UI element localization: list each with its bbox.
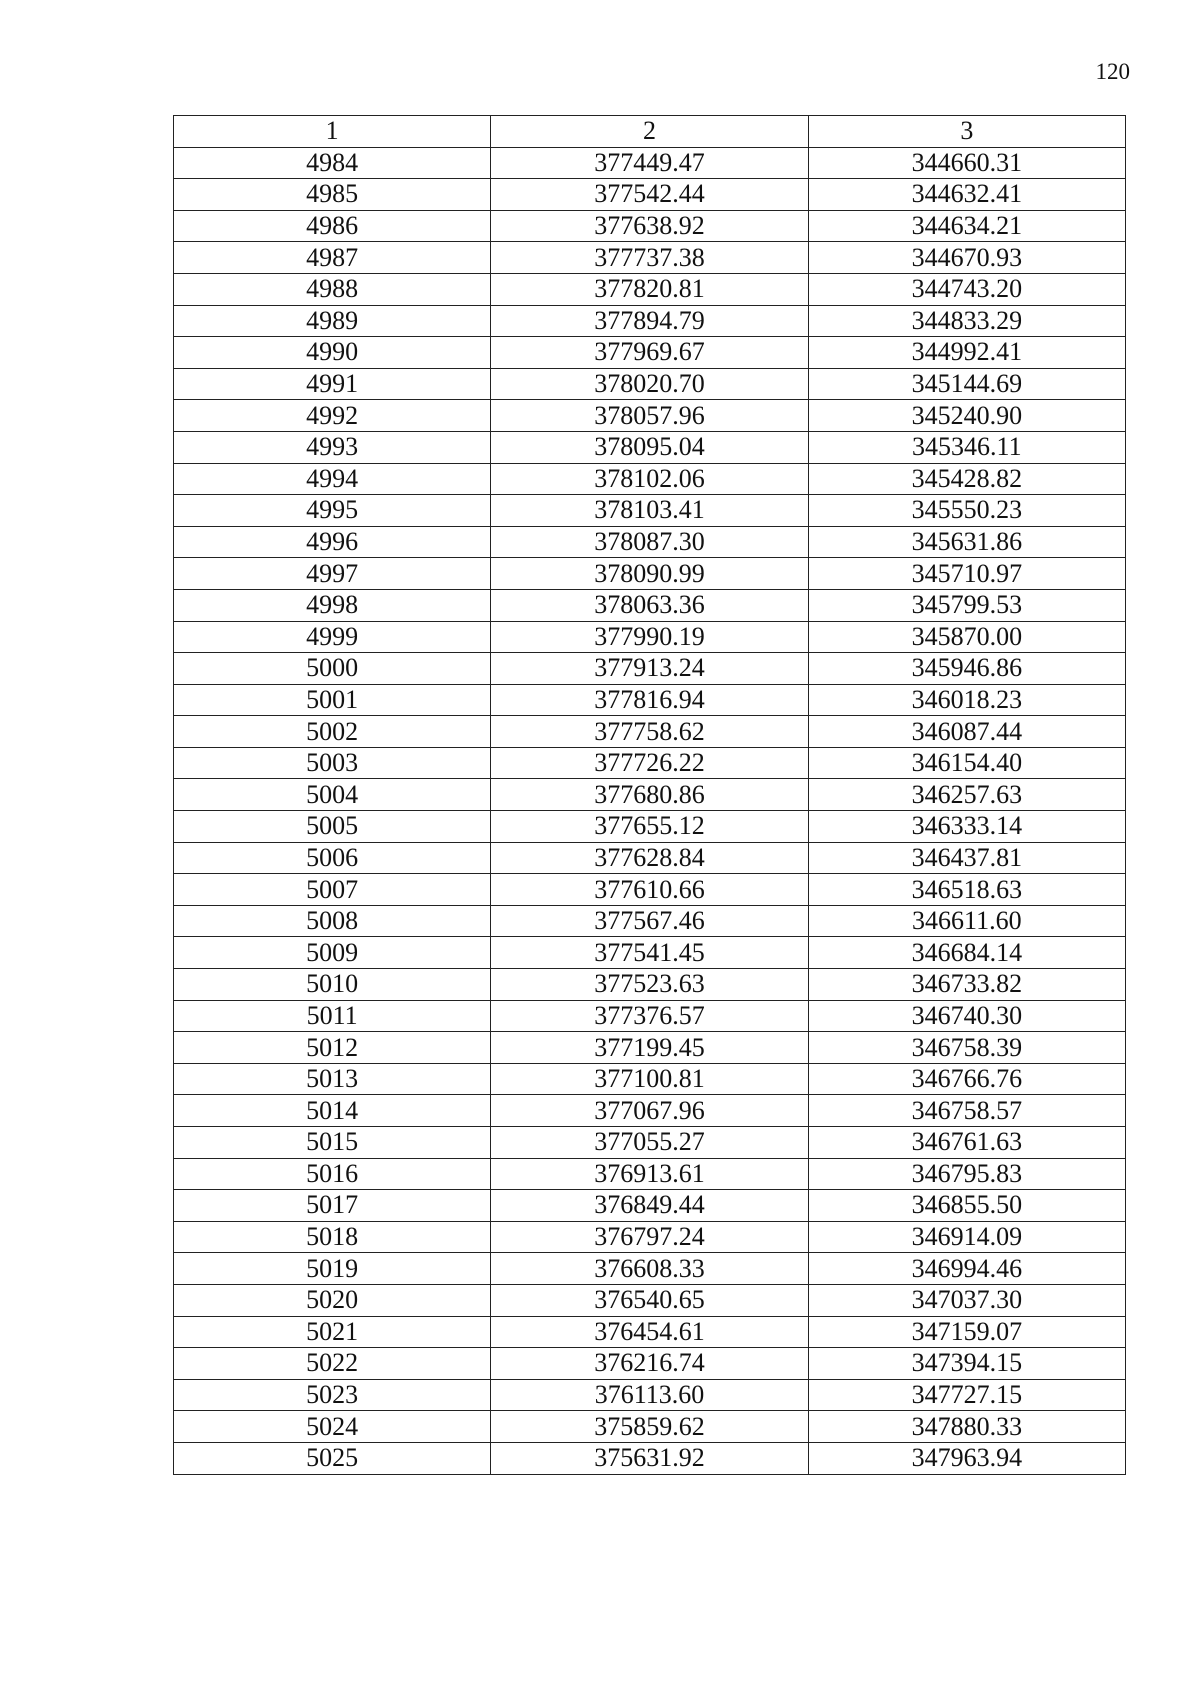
x-coordinate-cell: 377816.94 bbox=[491, 684, 808, 716]
y-coordinate-cell: 346087.44 bbox=[808, 716, 1125, 748]
x-coordinate-cell: 377894.79 bbox=[491, 305, 808, 337]
table-row bbox=[174, 1379, 1126, 1411]
point-number-cell: 5013 bbox=[174, 1063, 491, 1095]
x-coordinate-cell: 378057.96 bbox=[491, 400, 808, 432]
point-number-cell: 5001 bbox=[174, 684, 491, 716]
point-number-cell: 5002 bbox=[174, 716, 491, 748]
y-coordinate-cell: 346018.23 bbox=[808, 684, 1125, 716]
table-row bbox=[174, 1127, 1126, 1159]
point-number-cell: 5012 bbox=[174, 1032, 491, 1064]
header-row bbox=[174, 116, 1126, 148]
y-coordinate-cell: 345870.00 bbox=[808, 621, 1125, 653]
x-coordinate-cell: 377913.24 bbox=[491, 653, 808, 685]
point-number-cell: 5020 bbox=[174, 1284, 491, 1316]
table-row bbox=[174, 1158, 1126, 1190]
column-header-1: 1 bbox=[174, 116, 491, 148]
point-number-cell: 4992 bbox=[174, 400, 491, 432]
table-row bbox=[174, 1032, 1126, 1064]
table-row bbox=[174, 179, 1126, 211]
table-row bbox=[174, 1221, 1126, 1253]
point-number-cell: 4988 bbox=[174, 273, 491, 305]
x-coordinate-cell: 377199.45 bbox=[491, 1032, 808, 1064]
x-coordinate-cell: 378020.70 bbox=[491, 368, 808, 400]
table-row bbox=[174, 621, 1126, 653]
x-coordinate-cell: 377100.81 bbox=[491, 1063, 808, 1095]
x-coordinate-cell: 376797.24 bbox=[491, 1221, 808, 1253]
point-number-cell: 5023 bbox=[174, 1379, 491, 1411]
x-coordinate-cell: 377655.12 bbox=[491, 811, 808, 843]
table-row bbox=[174, 937, 1126, 969]
x-coordinate-cell: 378090.99 bbox=[491, 558, 808, 590]
y-coordinate-cell: 346761.63 bbox=[808, 1127, 1125, 1159]
y-coordinate-cell: 346740.30 bbox=[808, 1000, 1125, 1032]
point-number-cell: 5004 bbox=[174, 779, 491, 811]
table-row bbox=[174, 716, 1126, 748]
x-coordinate-cell: 378102.06 bbox=[491, 463, 808, 495]
point-number-cell: 4985 bbox=[174, 179, 491, 211]
y-coordinate-cell: 347880.33 bbox=[808, 1411, 1125, 1443]
table-row bbox=[174, 969, 1126, 1001]
table-row bbox=[174, 1442, 1126, 1474]
y-coordinate-cell: 344743.20 bbox=[808, 273, 1125, 305]
point-number-cell: 5014 bbox=[174, 1095, 491, 1127]
y-coordinate-cell: 344632.41 bbox=[808, 179, 1125, 211]
table-row bbox=[174, 147, 1126, 179]
x-coordinate-cell: 377449.47 bbox=[491, 147, 808, 179]
y-coordinate-cell: 345710.97 bbox=[808, 558, 1125, 590]
point-number-cell: 5016 bbox=[174, 1158, 491, 1190]
y-coordinate-cell: 344660.31 bbox=[808, 147, 1125, 179]
table-body bbox=[174, 147, 1126, 1474]
y-coordinate-cell: 345631.86 bbox=[808, 526, 1125, 558]
table-row bbox=[174, 1190, 1126, 1222]
x-coordinate-cell: 377067.96 bbox=[491, 1095, 808, 1127]
y-coordinate-cell: 345346.11 bbox=[808, 431, 1125, 463]
x-coordinate-cell: 378103.41 bbox=[491, 495, 808, 527]
point-number-cell: 5008 bbox=[174, 905, 491, 937]
x-coordinate-cell: 377567.46 bbox=[491, 905, 808, 937]
y-coordinate-cell: 344670.93 bbox=[808, 242, 1125, 274]
point-number-cell: 5009 bbox=[174, 937, 491, 969]
table-row bbox=[174, 779, 1126, 811]
y-coordinate-cell: 346733.82 bbox=[808, 969, 1125, 1001]
table-row bbox=[174, 1284, 1126, 1316]
point-number-cell: 5024 bbox=[174, 1411, 491, 1443]
point-number-cell: 4999 bbox=[174, 621, 491, 653]
point-number-cell: 5018 bbox=[174, 1221, 491, 1253]
x-coordinate-cell: 375859.62 bbox=[491, 1411, 808, 1443]
x-coordinate-cell: 377990.19 bbox=[491, 621, 808, 653]
y-coordinate-cell: 345144.69 bbox=[808, 368, 1125, 400]
point-number-cell: 5010 bbox=[174, 969, 491, 1001]
point-number-cell: 4991 bbox=[174, 368, 491, 400]
y-coordinate-cell: 346766.76 bbox=[808, 1063, 1125, 1095]
table-row bbox=[174, 273, 1126, 305]
x-coordinate-cell: 377680.86 bbox=[491, 779, 808, 811]
y-coordinate-cell: 347727.15 bbox=[808, 1379, 1125, 1411]
point-number-cell: 5015 bbox=[174, 1127, 491, 1159]
x-coordinate-cell: 376540.65 bbox=[491, 1284, 808, 1316]
y-coordinate-cell: 346684.14 bbox=[808, 937, 1125, 969]
x-coordinate-cell: 377638.92 bbox=[491, 210, 808, 242]
point-number-cell: 4984 bbox=[174, 147, 491, 179]
table-row bbox=[174, 747, 1126, 779]
y-coordinate-cell: 347394.15 bbox=[808, 1348, 1125, 1380]
x-coordinate-cell: 377969.67 bbox=[491, 337, 808, 369]
point-number-cell: 5011 bbox=[174, 1000, 491, 1032]
x-coordinate-cell: 378063.36 bbox=[491, 589, 808, 621]
point-number-cell: 5000 bbox=[174, 653, 491, 685]
table-row bbox=[174, 463, 1126, 495]
point-number-cell: 5022 bbox=[174, 1348, 491, 1380]
y-coordinate-cell: 344833.29 bbox=[808, 305, 1125, 337]
y-coordinate-cell: 345428.82 bbox=[808, 463, 1125, 495]
table-row bbox=[174, 495, 1126, 527]
y-coordinate-cell: 345240.90 bbox=[808, 400, 1125, 432]
x-coordinate-cell: 377726.22 bbox=[491, 747, 808, 779]
page-number: 120 bbox=[1095, 59, 1130, 84]
table-row bbox=[174, 242, 1126, 274]
table-row bbox=[174, 1095, 1126, 1127]
x-coordinate-cell: 376608.33 bbox=[491, 1253, 808, 1285]
table-row bbox=[174, 558, 1126, 590]
point-number-cell: 5006 bbox=[174, 842, 491, 874]
table-row bbox=[174, 1063, 1126, 1095]
point-number-cell: 4996 bbox=[174, 526, 491, 558]
table-row bbox=[174, 842, 1126, 874]
y-coordinate-cell: 344634.21 bbox=[808, 210, 1125, 242]
table-row bbox=[174, 1000, 1126, 1032]
y-coordinate-cell: 345550.23 bbox=[808, 495, 1125, 527]
table-row bbox=[174, 526, 1126, 558]
y-coordinate-cell: 346333.14 bbox=[808, 811, 1125, 843]
x-coordinate-cell: 377820.81 bbox=[491, 273, 808, 305]
x-coordinate-cell: 377737.38 bbox=[491, 242, 808, 274]
table-row bbox=[174, 431, 1126, 463]
x-coordinate-cell: 377628.84 bbox=[491, 842, 808, 874]
y-coordinate-cell: 347037.30 bbox=[808, 1284, 1125, 1316]
table-row bbox=[174, 210, 1126, 242]
point-number-cell: 4995 bbox=[174, 495, 491, 527]
point-number-cell: 4990 bbox=[174, 337, 491, 369]
table-header bbox=[174, 116, 1126, 148]
column-header-3: 3 bbox=[808, 116, 1125, 148]
point-number-cell: 4998 bbox=[174, 589, 491, 621]
y-coordinate-cell: 346758.57 bbox=[808, 1095, 1125, 1127]
x-coordinate-cell: 378095.04 bbox=[491, 431, 808, 463]
y-coordinate-cell: 346758.39 bbox=[808, 1032, 1125, 1064]
table-row bbox=[174, 874, 1126, 906]
point-number-cell: 5019 bbox=[174, 1253, 491, 1285]
x-coordinate-cell: 376913.61 bbox=[491, 1158, 808, 1190]
table-row bbox=[174, 905, 1126, 937]
y-coordinate-cell: 346437.81 bbox=[808, 842, 1125, 874]
point-number-cell: 4993 bbox=[174, 431, 491, 463]
y-coordinate-cell: 346914.09 bbox=[808, 1221, 1125, 1253]
table-row bbox=[174, 1253, 1126, 1285]
point-number-cell: 5021 bbox=[174, 1316, 491, 1348]
x-coordinate-cell: 377055.27 bbox=[491, 1127, 808, 1159]
point-number-cell: 5007 bbox=[174, 874, 491, 906]
x-coordinate-cell: 377376.57 bbox=[491, 1000, 808, 1032]
x-coordinate-cell: 376216.74 bbox=[491, 1348, 808, 1380]
coordinates-table bbox=[173, 115, 1126, 1475]
x-coordinate-cell: 376454.61 bbox=[491, 1316, 808, 1348]
x-coordinate-cell: 376113.60 bbox=[491, 1379, 808, 1411]
point-number-cell: 4989 bbox=[174, 305, 491, 337]
point-number-cell: 4997 bbox=[174, 558, 491, 590]
y-coordinate-cell: 344992.41 bbox=[808, 337, 1125, 369]
table-row bbox=[174, 1316, 1126, 1348]
y-coordinate-cell: 347159.07 bbox=[808, 1316, 1125, 1348]
point-number-cell: 5025 bbox=[174, 1442, 491, 1474]
x-coordinate-cell: 378087.30 bbox=[491, 526, 808, 558]
x-coordinate-cell: 377541.45 bbox=[491, 937, 808, 969]
x-coordinate-cell: 377542.44 bbox=[491, 179, 808, 211]
column-header-2: 2 bbox=[491, 116, 808, 148]
point-number-cell: 5017 bbox=[174, 1190, 491, 1222]
x-coordinate-cell: 375631.92 bbox=[491, 1442, 808, 1474]
table-row bbox=[174, 811, 1126, 843]
y-coordinate-cell: 345946.86 bbox=[808, 653, 1125, 685]
y-coordinate-cell: 346795.83 bbox=[808, 1158, 1125, 1190]
y-coordinate-cell: 345799.53 bbox=[808, 589, 1125, 621]
point-number-cell: 4987 bbox=[174, 242, 491, 274]
table-row bbox=[174, 400, 1126, 432]
y-coordinate-cell: 346257.63 bbox=[808, 779, 1125, 811]
table-row bbox=[174, 337, 1126, 369]
x-coordinate-cell: 377523.63 bbox=[491, 969, 808, 1001]
table-row bbox=[174, 653, 1126, 685]
y-coordinate-cell: 346611.60 bbox=[808, 905, 1125, 937]
point-number-cell: 4994 bbox=[174, 463, 491, 495]
table-row bbox=[174, 305, 1126, 337]
x-coordinate-cell: 377758.62 bbox=[491, 716, 808, 748]
y-coordinate-cell: 346518.63 bbox=[808, 874, 1125, 906]
y-coordinate-cell: 346994.46 bbox=[808, 1253, 1125, 1285]
table-row bbox=[174, 368, 1126, 400]
table-row bbox=[174, 1348, 1126, 1380]
y-coordinate-cell: 347963.94 bbox=[808, 1442, 1125, 1474]
x-coordinate-cell: 376849.44 bbox=[491, 1190, 808, 1222]
point-number-cell: 5003 bbox=[174, 747, 491, 779]
y-coordinate-cell: 346855.50 bbox=[808, 1190, 1125, 1222]
point-number-cell: 5005 bbox=[174, 811, 491, 843]
table-row bbox=[174, 684, 1126, 716]
point-number-cell: 4986 bbox=[174, 210, 491, 242]
table-row bbox=[174, 589, 1126, 621]
x-coordinate-cell: 377610.66 bbox=[491, 874, 808, 906]
y-coordinate-cell: 346154.40 bbox=[808, 747, 1125, 779]
table-row bbox=[174, 1411, 1126, 1443]
